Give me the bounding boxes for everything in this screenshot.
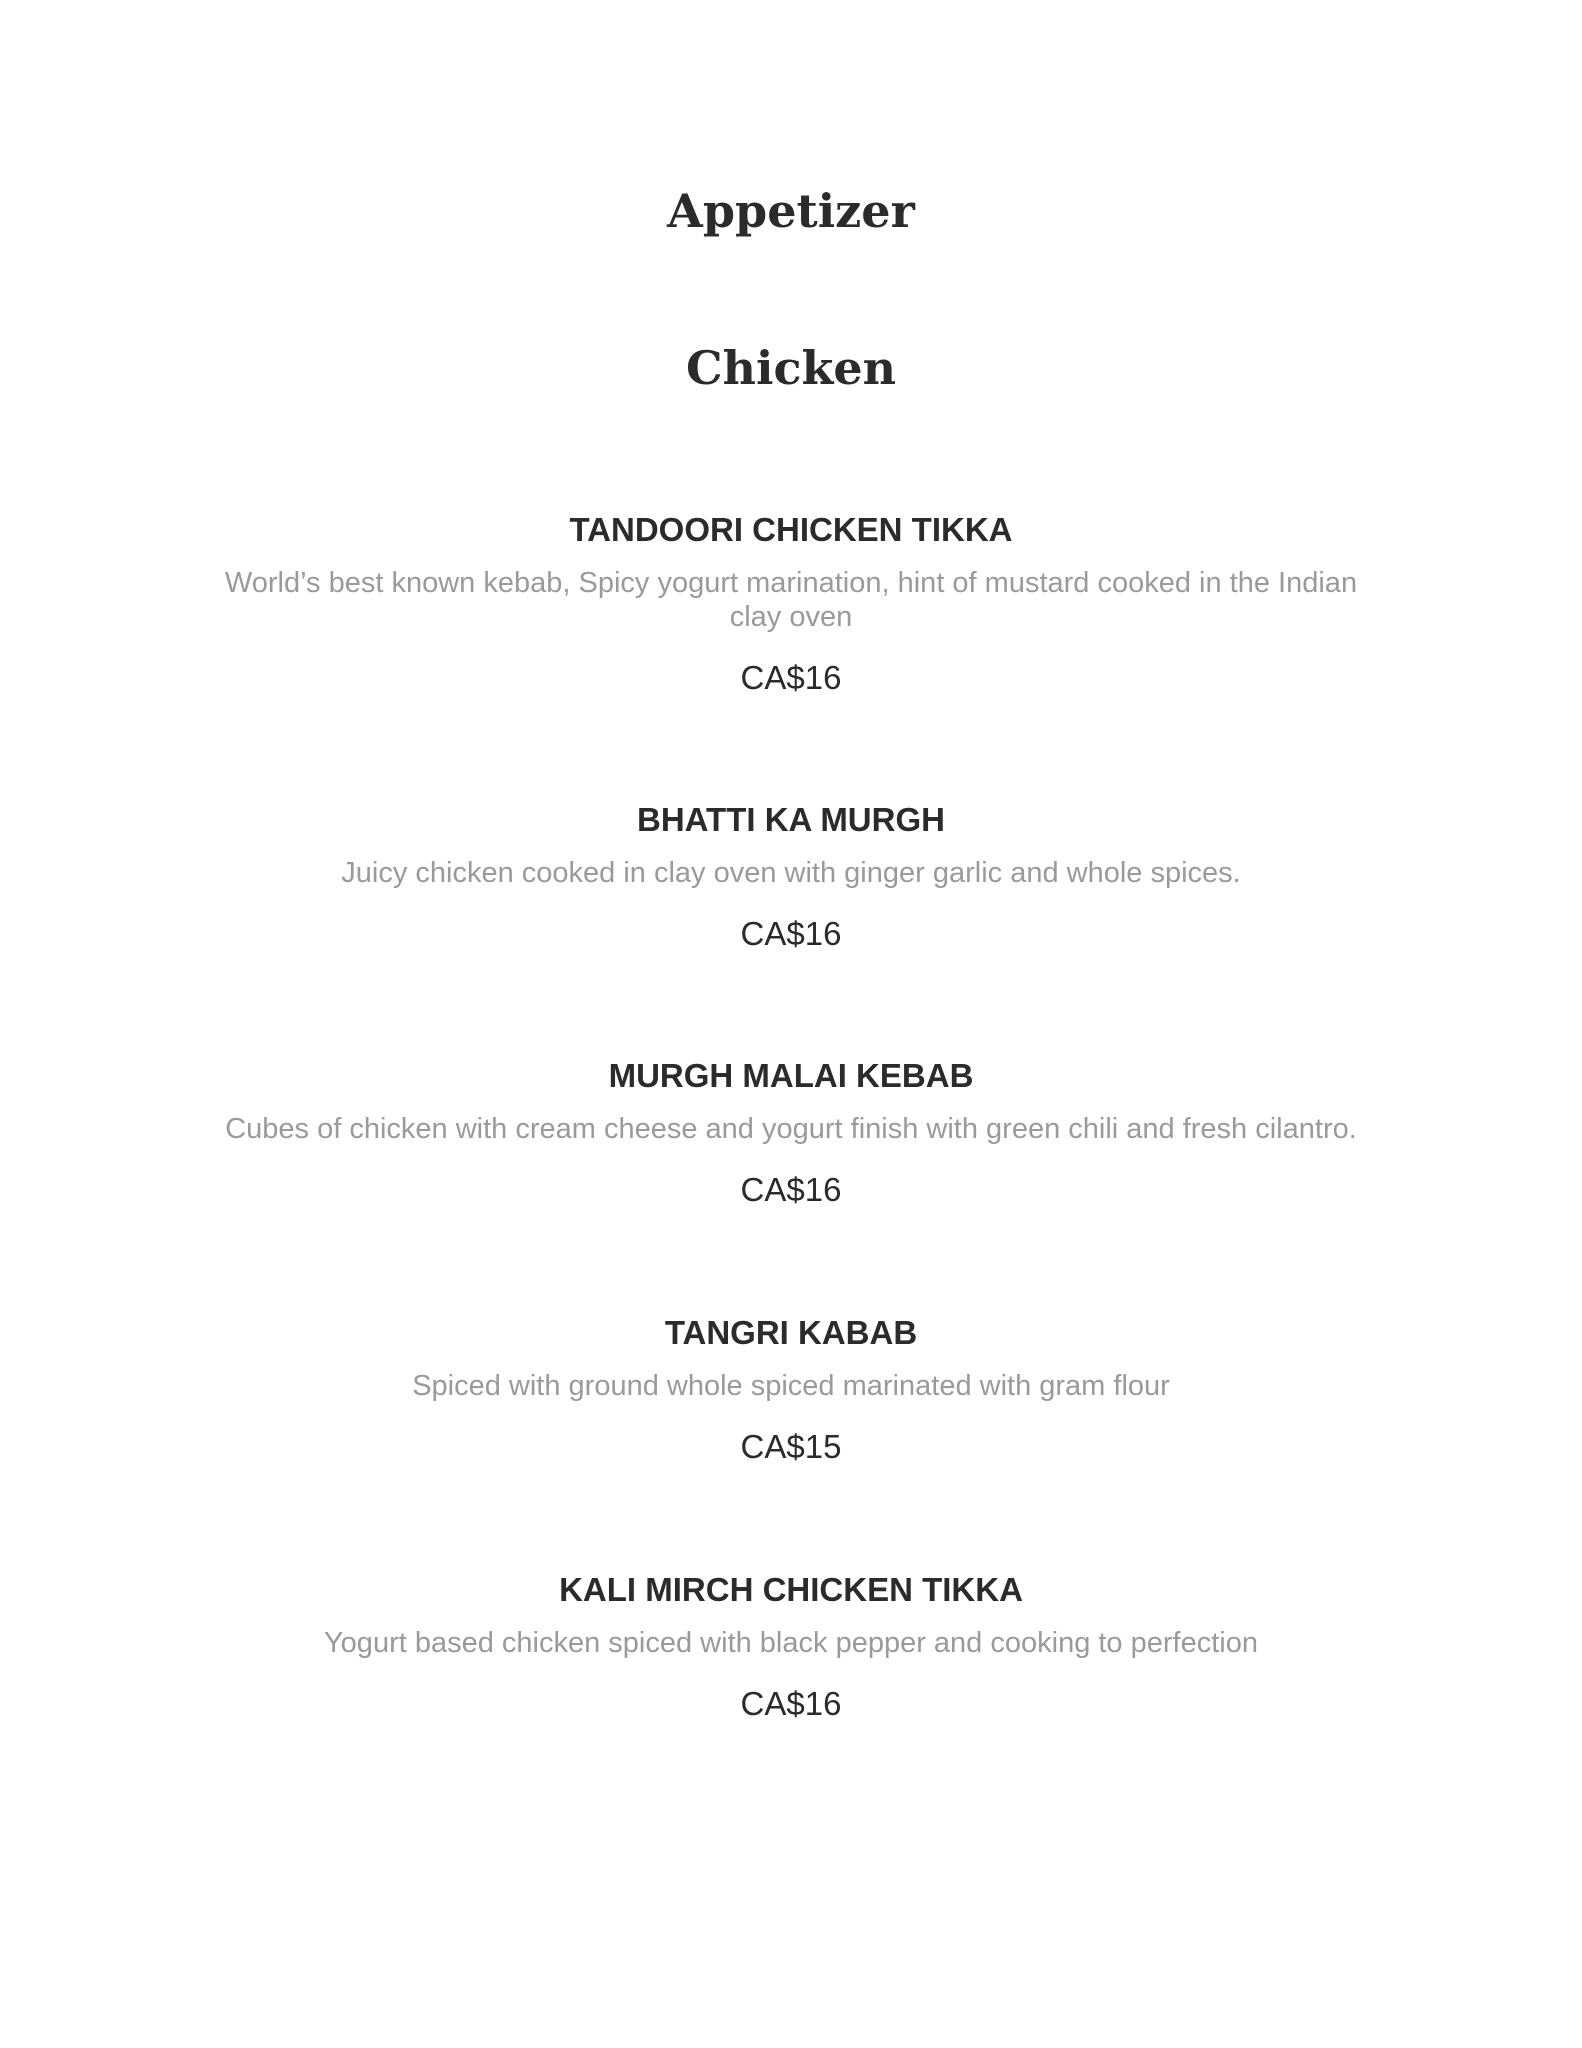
- category-title: Chicken: [685, 341, 897, 395]
- item-price: CA$16: [740, 659, 842, 696]
- menu-item: [0, 510, 1582, 698]
- menu-item: [0, 1570, 1582, 1724]
- menu-item: [0, 800, 1582, 954]
- item-description: Spiced with ground whole spiced marinated with gram flour: [412, 1370, 1170, 1402]
- item-name: KALI MIRCH CHICKEN TIKKA: [559, 1571, 1023, 1608]
- item-name: TANGRI KABAB: [664, 1314, 918, 1351]
- item-description: Juicy chicken cooked in clay oven with ginger garlic and whole spices.: [341, 857, 1241, 889]
- item-price: CA$16: [740, 915, 842, 952]
- item-description: Cubes of chicken with cream cheese and yogurt finish with green chili and fresh cilantro.: [225, 1113, 1357, 1145]
- item-name: TANDOORI CHICKEN TIKKA: [569, 511, 1013, 548]
- item-description: World’s best known kebab, Spicy yogurt marination, hint of mustard cooked in the Indian clay oven: [224, 567, 1358, 633]
- item-price: CA$15: [740, 1428, 842, 1465]
- item-price: CA$16: [740, 1685, 842, 1722]
- menu-item: [0, 1313, 1582, 1467]
- item-price: CA$16: [740, 1171, 842, 1208]
- item-description: Yogurt based chicken spiced with black pepper and cooking to perfection: [324, 1627, 1258, 1659]
- item-name: MURGH MALAI KEBAB: [608, 1057, 974, 1094]
- menu-item: [0, 1056, 1582, 1210]
- item-name: BHATTI KA MURGH: [637, 801, 945, 838]
- section-title: Appetizer: [667, 184, 915, 238]
